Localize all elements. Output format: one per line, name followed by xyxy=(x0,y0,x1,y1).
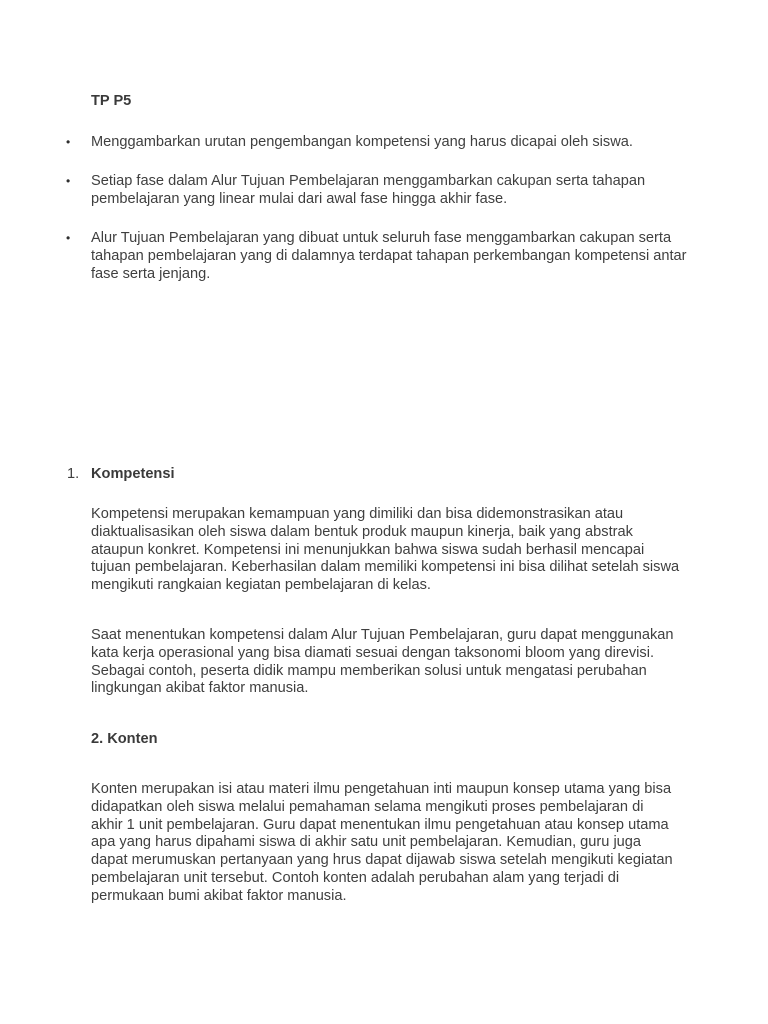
bullet-marker: • xyxy=(66,135,71,149)
bullet-marker: • xyxy=(66,174,71,188)
bullet-item-3: Alur Tujuan Pembelajaran yang dibuat untuk seluruh fase menggambarkan cakupan serta tahapan pembelajaran yang di dalamnya terdapat tahapan perkembangan kompetensi antar fase serta jenjang. xyxy=(91,230,687,282)
bullet-item-2: Setiap fase dalam Alur Tujuan Pembelajaran menggambarkan cakupan serta tahapan pembelajaran yang linear mulai dari awal fase hingga akhir fase. xyxy=(91,173,646,207)
section2-paragraph-1: Konten merupakan isi atau materi ilmu pengetahuan inti maupun konsep utama yang bisa didapatkan oleh siswa melalui pemahaman selama mengikuti proses pembelajaran di akhir 1 unit pembelajaran. Guru dapat menentukan ilmu pengetahuan atau konsep utama apa yang harus dipahami siswa di akhir satu unit pembelajaran. Kemudian, guru juga dapat merumuskan pertanyaan yang hrus dapat dijawab siswa setelah mengikuti kegiatan pembelajaran unit tersebut. Contoh konten adalah perubahan alam yang terjadi di permukaan bumi akibat faktor manusia. xyxy=(91,781,673,904)
section1-paragraph-2: Saat menentukan kompetensi dalam Alur Tujuan Pembelajaran, guru dapat menggunakan kata kerja operasional yang bisa diamati sesuai dengan taksonomi bloom yang direvisi. Sebagai contoh, peserta didik mampu memberikan solusi untuk mengatasi perubahan lingkungan akibat faktor manusia. xyxy=(91,627,674,697)
bullet-item-1: Menggambarkan urutan pengembangan kompetensi yang harus dicapai oleh siswa. xyxy=(91,134,633,150)
section-title-konten: 2. Konten xyxy=(91,731,158,747)
section-title-kompetensi: Kompetensi xyxy=(91,466,175,482)
document-heading: TP P5 xyxy=(91,93,132,109)
section1-paragraph-1: Kompetensi merupakan kemampuan yang dimiliki dan bisa didemonstrasikan atau diaktualisasikan oleh siswa dalam bentuk produk maupun kinerja, baik yang abstrak ataupun konkret. Kompetensi ini menunjukkan bahwa siswa sudah berhasil mencapai tujuan pembelajaran. Keberhasilan dalam memiliki kompetensi ini bisa dilihat setelah siswa mengikuti rangkaian kegiatan pembelajaran di kelas. xyxy=(91,506,680,594)
bullet-marker: • xyxy=(66,231,71,245)
section-number: 1. xyxy=(67,466,80,482)
